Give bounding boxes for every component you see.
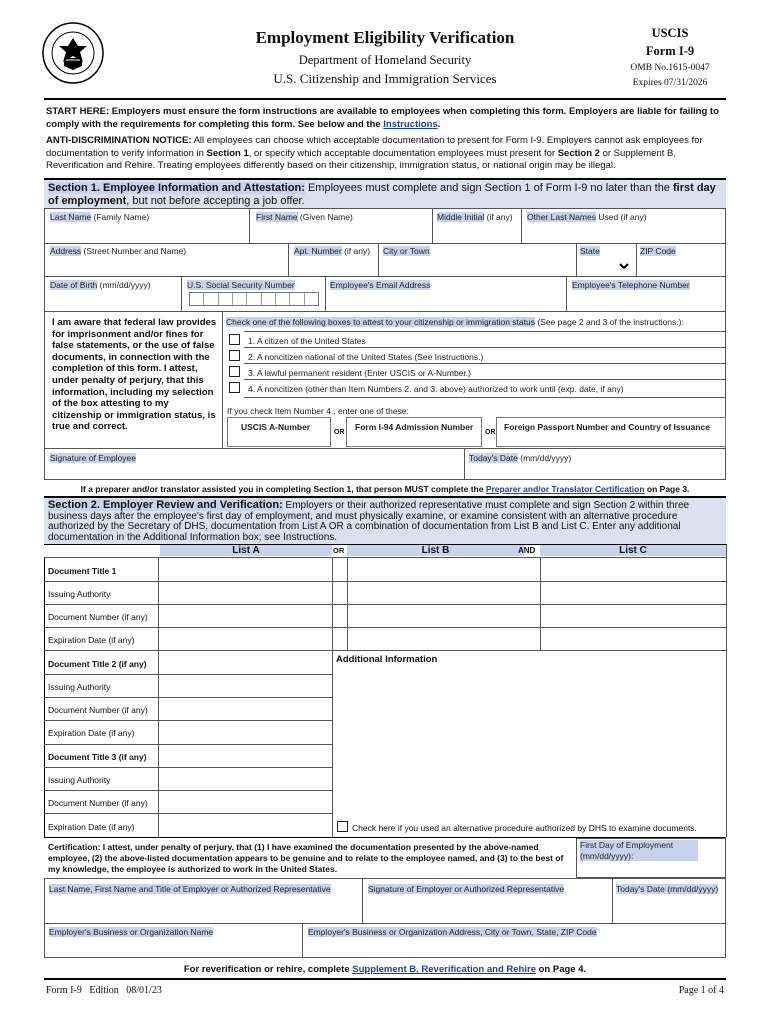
department-name: Department of Homeland Security — [298, 53, 472, 67]
preparer-end: on Page 3. — [644, 484, 690, 494]
option-noncitizen-national: 2. A noncitizen national of the United States (See Instructions.) — [248, 352, 484, 362]
permanent-resident-checkbox[interactable] — [229, 366, 240, 377]
anti-text-1: All employees can choose which acceptable documentation to present for Form I-9. Employers cannot ask employees for documentation to verify information in — [46, 135, 703, 159]
address-input[interactable] — [48, 258, 284, 274]
alt-procedure-checkbox[interactable] — [337, 821, 348, 832]
footer-divider — [44, 978, 726, 980]
apt-number-input[interactable] — [292, 258, 375, 274]
form-number: Form I-9 — [645, 44, 695, 58]
state-label: State — [580, 246, 600, 256]
doc-number-1-label: Document Number (if any) — [48, 612, 148, 622]
dhs-seal — [42, 22, 104, 84]
list-c-header: List C — [540, 545, 726, 556]
agency-name: U.S. Citizenship and Immigration Services — [273, 71, 497, 86]
anti-section2: Section 2 — [557, 147, 600, 159]
instructions-link[interactable]: Instructions — [383, 118, 438, 130]
list-c-doc-title[interactable] — [542, 560, 724, 579]
preparer-link[interactable]: Preparer and/or Translator Certification — [485, 484, 645, 494]
additional-info-label: Additional Information — [336, 654, 438, 665]
attestation-text: I am aware that federal law provides for imprisonment and/or fines for false statements, or the use of false documents, in connection with the completion of this form. I attest, under penalty of perjury, that this information, including my selection of the box attesting to my citizenship or immigration status, is true and correct. — [52, 317, 217, 433]
list-a-doc-title-1[interactable] — [160, 560, 330, 579]
anti-label: ANTI-DISCRIMINATION NOTICE: — [46, 135, 192, 146]
item4-prompt: If you check Item Number 4., enter one of these: — [227, 406, 409, 416]
or-1: OR — [334, 429, 345, 436]
employee-signature-input[interactable] — [48, 464, 460, 478]
middle-initial-label: Middle Initial (if any) — [437, 212, 513, 222]
section1-first-day: first day of employment — [48, 182, 716, 207]
additional-info-textarea[interactable] — [336, 668, 722, 814]
doc-title-1-label: Document Title 1 — [48, 566, 117, 576]
uscis-label: USCIS — [651, 26, 689, 40]
section1-header — [44, 178, 726, 208]
zip-label: ZIP Code — [640, 246, 676, 256]
doc-number-2-label: Document Number (if any) — [48, 705, 148, 715]
and-list: AND — [518, 546, 536, 555]
list-a-header: List A — [160, 545, 332, 556]
list-b-doc-title[interactable] — [349, 560, 538, 579]
employer-name-input[interactable] — [48, 898, 358, 920]
supplement-b-link[interactable]: Supplement B, Reverification and Rehire — [352, 964, 536, 975]
state-select[interactable] — [580, 258, 632, 274]
address-label: Address (Street Number and Name) — [50, 246, 187, 256]
employer-signature-input[interactable] — [366, 898, 608, 920]
issuing-authority-3-label: Issuing Authority — [48, 775, 111, 785]
reverify-end: on Page 4. — [535, 964, 587, 975]
section1-title: Section 1. Employee Information and Attestation: — [48, 182, 305, 194]
omb-number: OMB No.1615-0047 — [630, 63, 710, 73]
city-label: City or Town — [383, 246, 430, 256]
section1-title-rest: Employees must complete and sign Section 1 of Form I-9 no later than the — [304, 182, 673, 194]
option-authorized-noncitizen: 4. A noncitizen (other than Item Numbers 2. and 3. above) authorized to work until (exp. date, if any) — [248, 384, 624, 394]
anti-text-2: , or specify which acceptable documentation employees must present for — [248, 147, 558, 159]
expiration-2-label: Expiration Date (if any) — [48, 728, 135, 738]
reverify-text: For reverification or rehire, complete — [183, 964, 353, 975]
section2-text: Employers or their authorized representative must complete and sign Section 2 within three business days after the employee's first day of employment, and must physically examine, or examine consistent with an alternative procedure authorized by the Secretary of DHS, documentation from List A OR a combination of documentation from List B and List C. Enter any additional documentation in the Additional Information box; see Instructions. — [48, 500, 690, 543]
first-day-label: First Day of Employment (mm/dd/yyyy): — [580, 840, 698, 861]
preparer-text: If a preparer and/or translator assisted you in completing Section 1, that person MUST complete the — [80, 484, 486, 494]
business-address-input[interactable] — [306, 939, 722, 955]
start-here-text: START HERE: Employers must ensure the form instructions are available to employees when completing this form. Employers are liable for failing to comply with the requirements for completing this form. See below and the — [46, 106, 719, 130]
business-address-label: Employer's Business or Organization Address, City or Town, State, ZIP Code — [308, 927, 597, 937]
citizenship-prompt: Check one of the following boxes to attest to your citizenship or immigration status (See page 2 and 3 of the instructions.): — [226, 317, 684, 327]
start-here-end: . — [437, 118, 441, 130]
or-2: OR — [485, 429, 496, 436]
option-citizen: 1. A citizen of the United States — [248, 336, 366, 346]
dob-label: Date of Birth (mm/dd/yyyy) — [50, 280, 151, 290]
i94-label: Form I-94 Admission Number — [355, 422, 474, 432]
expiration: Expires 07/31/2026 — [632, 78, 708, 88]
citizen-checkbox[interactable] — [229, 334, 240, 345]
passport-label: Foreign Passport Number and Country of Issuance — [504, 422, 710, 432]
middle-initial-input[interactable] — [436, 224, 518, 240]
reverification-notice — [44, 964, 726, 975]
ssn-input[interactable] — [189, 292, 319, 306]
employee-signature-label: Signature of Employee — [50, 453, 136, 463]
noncitizen-national-checkbox[interactable] — [229, 350, 240, 361]
dob-input[interactable] — [48, 293, 178, 309]
issuing-authority-2-label: Issuing Authority — [48, 682, 111, 692]
anti-section1: Section 1 — [206, 147, 249, 159]
preparer-notice — [44, 484, 726, 494]
option-permanent-resident: 3. A lawful permanent resident (Enter USCIS or A-Number.) — [248, 368, 471, 378]
phone-label: Employee's Telephone Number — [572, 280, 690, 290]
phone-input[interactable] — [570, 293, 723, 309]
section1-title-end: , but not before accepting a job offer. — [126, 194, 305, 207]
last-name-label: Last Name (Family Name) — [50, 212, 150, 222]
doc-title-3-label: Document Title 3 (if any) — [48, 752, 147, 762]
section2-title: Section 2. Employer Review and Verification: — [48, 499, 283, 511]
anti-discrimination-notice — [46, 135, 726, 173]
other-last-names-label: Other Last Names Used (if any) — [527, 212, 647, 222]
employer-date-label: Today's Date (mm/dd/yyyy) — [616, 884, 719, 894]
business-name-input[interactable] — [48, 939, 298, 955]
expiration-1-label: Expiration Date (if any) — [48, 635, 135, 645]
authorized-noncitizen-checkbox[interactable] — [229, 382, 240, 393]
expiration-3-label: Expiration Date (if any) — [48, 822, 135, 832]
employer-certification: Certification: I attest, under penalty of perjury, that (1) I have examined the documentation presented by the above-named employee, (2) the above-listed documentation appears to be genuine and to relate to the employee named, and (3) to the best of my knowledge, the employee is authorized to work in the United States. — [48, 842, 564, 874]
list-b-header: List B — [347, 545, 524, 556]
employee-date-input[interactable] — [468, 464, 722, 478]
business-name-label: Employer's Business or Organization Name — [49, 927, 214, 937]
employer-name-label: Last Name, First Name and Title of Employer or Authorized Representative — [49, 884, 331, 894]
doc-number-3-label: Document Number (if any) — [48, 798, 148, 808]
section2-header — [44, 496, 726, 544]
last-name-input[interactable] — [48, 224, 246, 240]
employee-date-label: Today's Date (mm/dd/yyyy) — [469, 453, 572, 463]
email-input[interactable] — [329, 293, 563, 309]
zip-input[interactable] — [640, 258, 723, 274]
form-title: Employment Eligibility Verification — [255, 28, 515, 47]
issuing-authority-1-label: Issuing Authority — [48, 589, 111, 599]
city-input[interactable] — [382, 258, 573, 274]
start-here-notice — [46, 106, 726, 131]
apt-number-label: Apt. Number (if any) — [294, 246, 371, 256]
page-number: Page 1 of 4 — [678, 985, 724, 996]
first-name-label: First Name (Given Name) — [256, 212, 353, 222]
or-list: OR — [333, 546, 345, 555]
ssn-label: U.S. Social Security Number — [187, 280, 295, 290]
first-name-input[interactable] — [253, 224, 429, 240]
employer-signature-label: Signature of Employer or Authorized Representative — [368, 884, 565, 894]
uscis-a-number-label: USCIS A-Number — [241, 422, 311, 432]
other-last-names-input[interactable] — [525, 224, 723, 240]
employer-date-input[interactable] — [616, 898, 722, 920]
alt-procedure-label: Check here if you used an alternative procedure authorized by DHS to examine documents. — [352, 823, 697, 833]
header-divider — [44, 98, 726, 100]
anti-text-3: or Supplement B, Reverification and Rehire. Treating employees differently based on their citizenship, immigration status, or national origin may be illegal. — [46, 147, 676, 171]
edition-label: Form I-9 Edition 08/01/23 — [46, 985, 162, 996]
doc-title-2-label: Document Title 2 (if any) — [48, 659, 147, 669]
email-label: Employee's Email Address — [330, 280, 431, 290]
